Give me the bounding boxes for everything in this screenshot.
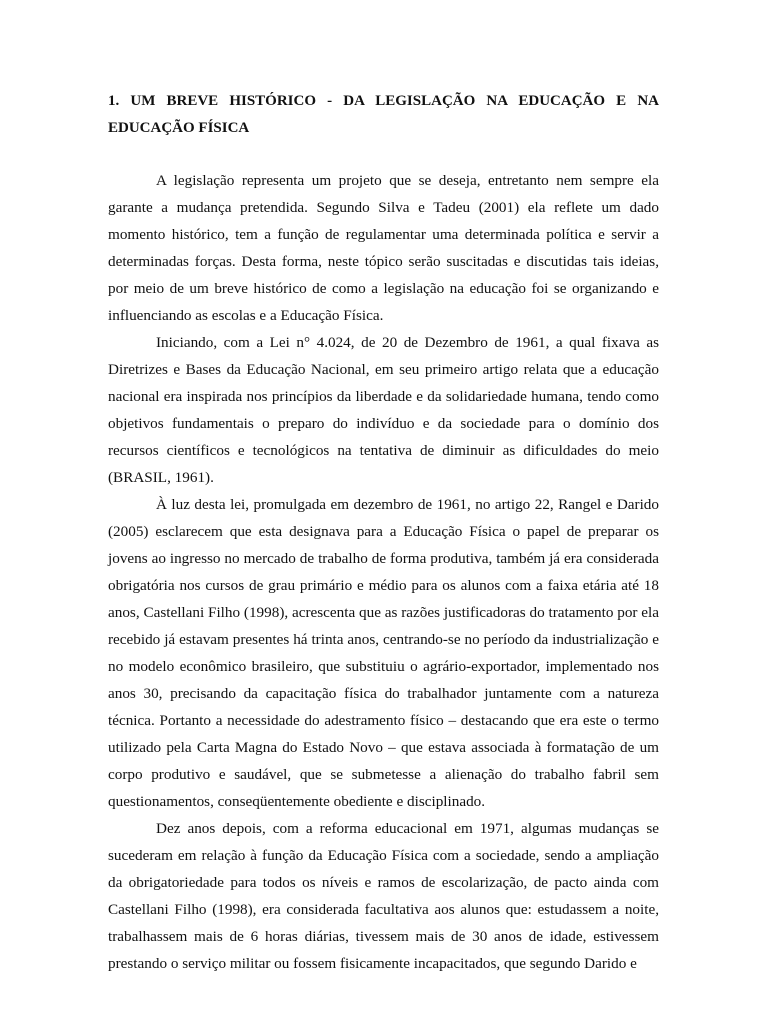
section-heading: 1. UM BREVE HISTÓRICO - DA LEGISLAÇÃO NA EDUCAÇÃO E NA EDUCAÇÃO FÍSICA: [108, 93, 659, 136]
paragraph-4: Dez anos depois, com a reforma educacional em 1971, algumas mudanças se sucederam em relação à função da Educação Física com a sociedade, sendo a ampliação da obrigatoriedade para todos os níveis e ramos de escolarização, de pacto ainda com Castellani Filho (1998), era considerada facultativa aos alunos que: estudassem a noite, trabalhassem mais de 6 horas diárias, tivessem mais de 30 anos de idade, estivessem prestando o serviço militar ou fossem fisicamente incapacitados, que segundo Darido e: [108, 820, 659, 972]
paragraph-3: À luz desta lei, promulgada em dezembro de 1961, no artigo 22, Rangel e Darido (2005) esclarecem que esta designava para a Educação Física o papel de preparar os jovens ao ingresso no mercado de trabalho de forma produtiva, também já era considerada obrigatória nos cursos de grau primário e médio para os alunos com a faixa etária até 18 anos, Castellani Filho (1998), acrescenta que as razões justificadoras do tratamento por ela recebido já estavam presentes há trinta anos, centrando-se no período da industrialização e no modelo econômico brasileiro, que substituiu o agrário-exportador, implementado nos anos 30, precisando da capacitação física do trabalhador juntamente com a natureza técnica. Portanto a necessidade do adestramento físico – destacando que era este o termo utilizado pela Carta Magna do Estado Novo – que estava associada à formatação de um corpo produtivo e saudável, que se submetesse a alienação do trabalho fabril sem questionamentos, conseqüentemente obediente e disciplinado.: [108, 496, 659, 810]
document-page: [108, 88, 659, 977]
paragraph-2: Iniciando, com a Lei n° 4.024, de 20 de Dezembro de 1961, a qual fixava as Diretrizes e Bases da Educação Nacional, em seu primeiro artigo relata que a educação nacional era inspirada nos princípios da liberdade e da solidariedade humana, tendo como objetivos fundamentais o preparo do indivíduo e da sociedade para o domínio dos recursos científicos e tecnológicos na tentativa de diminuir as dificuldades do meio (BRASIL, 1961).: [108, 334, 659, 486]
paragraph-1: A legislação representa um projeto que se deseja, entretanto nem sempre ela garante a mudança pretendida. Segundo Silva e Tadeu (2001) ela reflete um dado momento histórico, tem a função de regulamentar uma determinada política e servir a determinadas forças. Desta forma, neste tópico serão suscitadas e discutidas tais ideias, por meio de um breve histórico de como a legislação na educação foi se organizando e influenciando as escolas e a Educação Física.: [108, 172, 659, 324]
